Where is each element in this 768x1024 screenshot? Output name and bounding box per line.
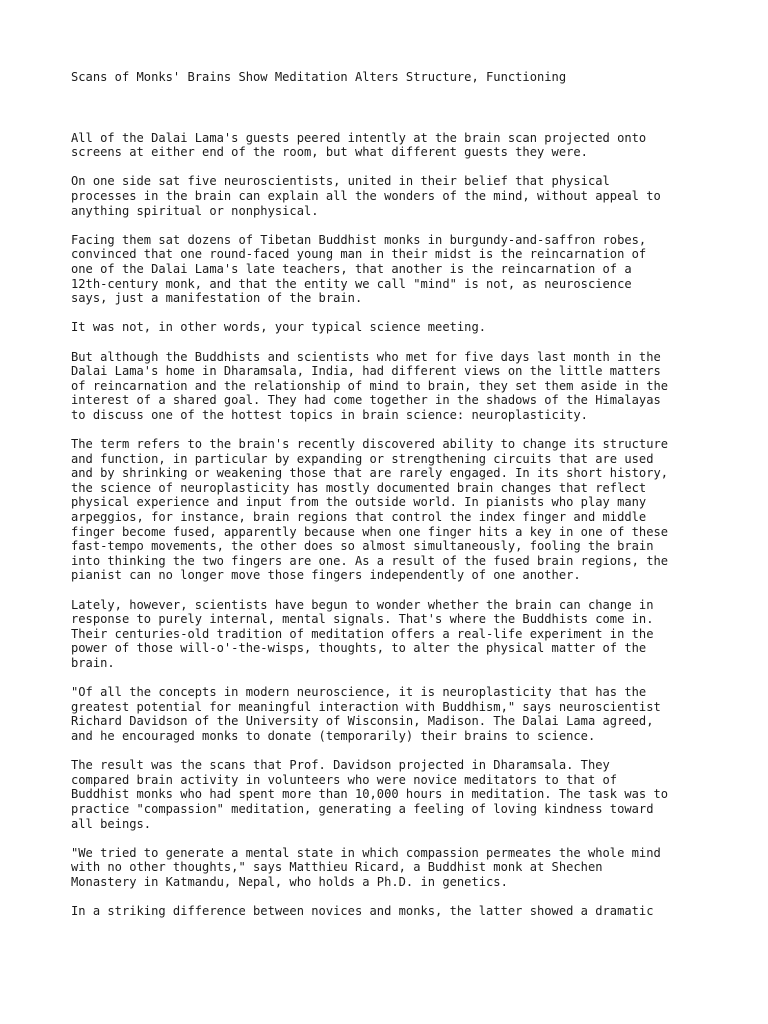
paragraph: All of the Dalai Lama's guests peered intently at the brain scan projected onto screens at either end of the room, but what different guests they were. <box>71 130 647 160</box>
paragraph: The result was the scans that Prof. Davidson projected in Dharamsala. They compared brain activity in volunteers who were novice meditators to that of Buddhist monks who had spent more than 10,000 hours in meditation. The task was to practice "compassion" meditation, generating a feeling of loving kindness toward all beings. <box>71 758 669 831</box>
paragraph: Facing them sat dozens of Tibetan Buddhist monks in burgundy-and-saffron robes, convinced that one round-faced young man in their midst is the reincarnation of one of the Dalai Lama's late teachers, that another is the reincarnation of a 12th-century monk, and that the entity we call "mind" is not, as neuroscience says, just a manifestation of the brain. <box>71 232 647 306</box>
paragraph: It was not, in other words, your typical science meeting. <box>71 320 487 335</box>
paragraph: But although the Buddhists and scientists who met for five days last month in the Dalai Lama's home in Dharamsala, India, had different views on the little matters of reincarnation and the relationship of mind to brain, they set them aside in the interest of a shared goal. They had come together in the shadows of the Himalayas to discuss one of the hottest topics in brain science: neuroplasticity. <box>71 349 669 422</box>
paragraph: On one side sat five neuroscientists, united in their belief that physical processes in the brain can explain all the wonders of the mind, without appeal to anything spiritual or nonphysical. <box>71 174 661 218</box>
paragraph: Lately, however, scientists have begun to wonder whether the brain can change in response to purely internal, mental signals. That's where the Buddhists come in. Their centuries-old tradition of meditation offers a real-life experiment in the power of those will-o'-the-wisps, thoughts, to alter the physical matter of the brain. <box>71 597 654 670</box>
paragraph: "We tried to generate a mental state in which compassion permeates the whole mind with no other thoughts," says Matthieu Ricard, a Buddhist monk at Shechen Monastery in Katmandu, Nepal, who holds a Ph.D. in genetics. <box>71 845 661 889</box>
document-title: Scans of Monks' Brains Show Meditation Alters Structure, Functioning <box>71 70 567 84</box>
paragraph: The term refers to the brain's recently discovered ability to change its structure and function, in particular by expanding or strengthening circuits that are used and by shrinking or weakening those that are rarely engaged. In its short history, the science of neuroplasticity has mostly documented brain changes that reflect physical experience and input from the outside world. In pianists who play many arpeggios, for instance, brain regions that control the index finger and middle finger become fused, apparently because when one finger hits a key in one of these fast-tempo movements, the other does so almost simultaneously, fooling the brain into thinking the two fingers are one. As a result of the fused brain regions, the pianist can no longer move those fingers independently of one another. <box>71 437 669 583</box>
document-page <box>71 70 701 933</box>
paragraph: "Of all the concepts in modern neuroscience, it is neuroplasticity that has the greatest potential for meaningful interaction with Buddhism," says neuroscientist Richard Davidson of the University of Wisconsin, Madison. The Dalai Lama agreed, and he encouraged monks to donate (temporarily) their brains to science. <box>71 685 661 743</box>
paragraph: In a striking difference between novices and monks, the latter showed a dramatic <box>71 904 654 919</box>
